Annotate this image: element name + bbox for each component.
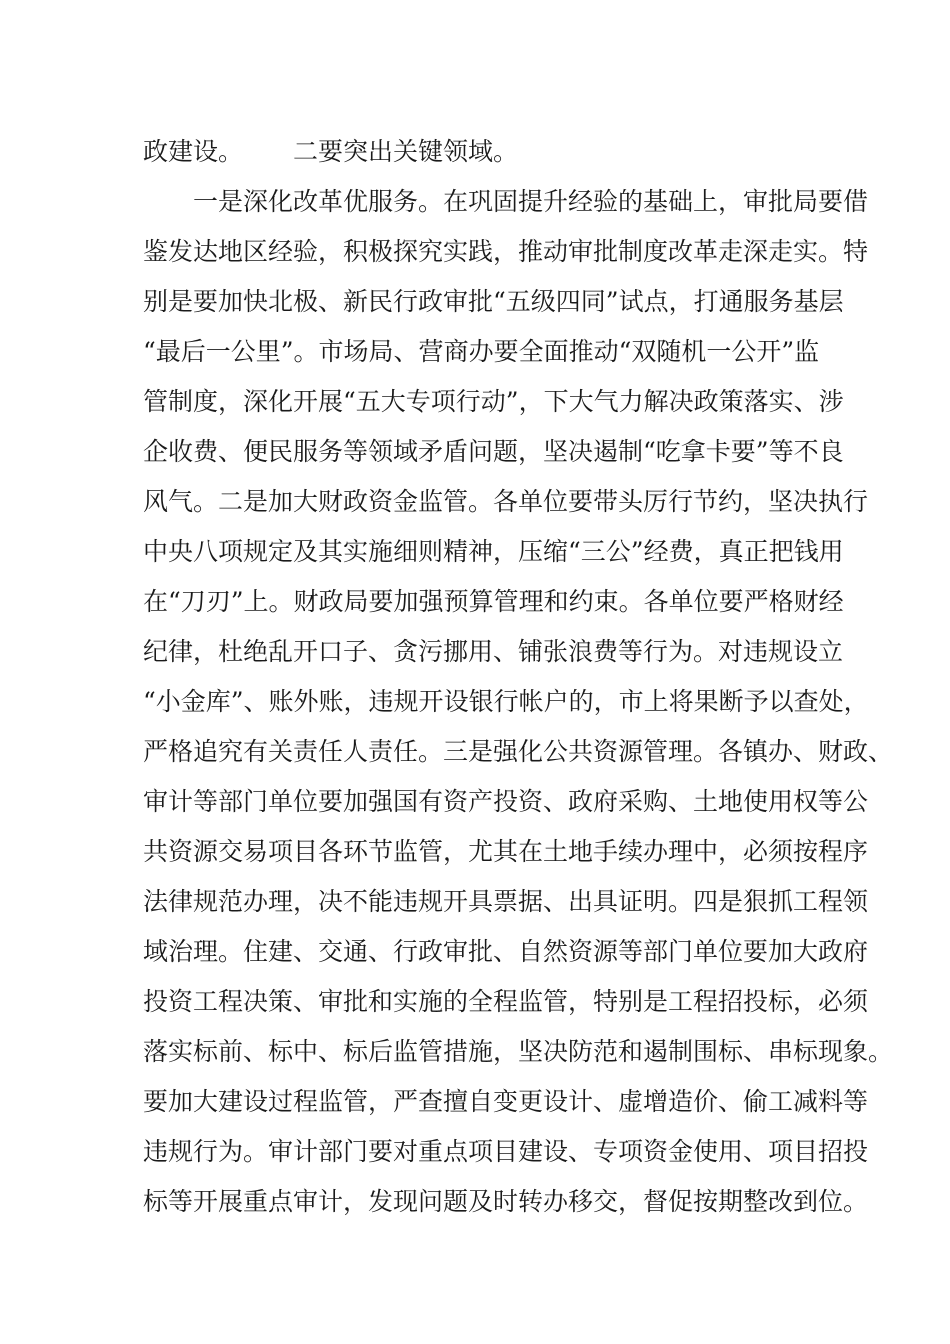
text-line: 一是深化改革优服务。在巩固提升经验的基础上，审批局要借 — [193, 187, 869, 216]
text-line: 在“刀刃”上。财政局要加强预算管理和约束。各单位要严格财经 — [143, 587, 844, 616]
text-line: 要加大建设过程监管，严查擅自变更设计、虚增造价、偷工减料等 — [143, 1087, 869, 1116]
text-line: “最后一公里”。市场局、营商办要全面推动“双随机一公开”监 — [143, 337, 820, 366]
text-line: 鉴发达地区经验，积极探究实践，推动审批制度改革走深走实。特 — [143, 237, 869, 266]
text-line: 域治理。住建、交通、行政审批、自然资源等部门单位要加大政府 — [143, 937, 869, 966]
text-line: “小金库”、账外账，违规开设银行帐户的，市上将果断予以查处， — [143, 687, 869, 716]
text-line: 落实标前、标中、标后监管措施，坚决防范和遏制围标、串标现象。 — [143, 1037, 894, 1066]
text-line: 标等开展重点审计，发现问题及时转办移交，督促按期整改到位。 — [143, 1187, 869, 1216]
text-line: 违规行为。审计部门要对重点项目建设、专项资金使用、项目招投 — [143, 1137, 869, 1166]
text-line: 企收费、便民服务等领域矛盾问题，坚决遏制“吃拿卡要”等不良 — [143, 437, 844, 466]
text-fragment: 政建设。 — [143, 137, 244, 166]
text-fragment: 二要突出关键领域。 — [293, 137, 519, 166]
text-line: 管制度，深化开展“五大专项行动”，下大气力解决政策落实、涉 — [143, 387, 844, 416]
text-line: 法律规范办理，决不能违规开具票据、出具证明。四是狠抓工程领 — [143, 887, 869, 916]
text-line: 纪律，杜绝乱开口子、贪污挪用、铺张浪费等行为。对违规设立 — [143, 637, 844, 666]
text-line: 严格追究有关责任人责任。三是强化公共资源管理。各镇办、财政、 — [143, 737, 894, 766]
text-line: 审计等部门单位要加强国有资产投资、政府采购、土地使用权等公 — [143, 787, 869, 816]
text-line: 共资源交易项目各环节监管，尤其在土地手续办理中，必须按程序 — [143, 837, 869, 866]
text-line: 别是要加快北极、新民行政审批“五级四同”试点，打通服务基层 — [143, 287, 844, 316]
text-line — [143, 137, 843, 167]
text-line: 风气。二是加大财政资金监管。各单位要带头厉行节约，坚决执行 — [143, 487, 869, 516]
text-line: 中央八项规定及其实施细则精神，压缩“三公”经费，真正把钱用 — [143, 537, 844, 566]
text-line: 投资工程决策、审批和实施的全程监管，特别是工程招投标，必须 — [143, 987, 869, 1016]
